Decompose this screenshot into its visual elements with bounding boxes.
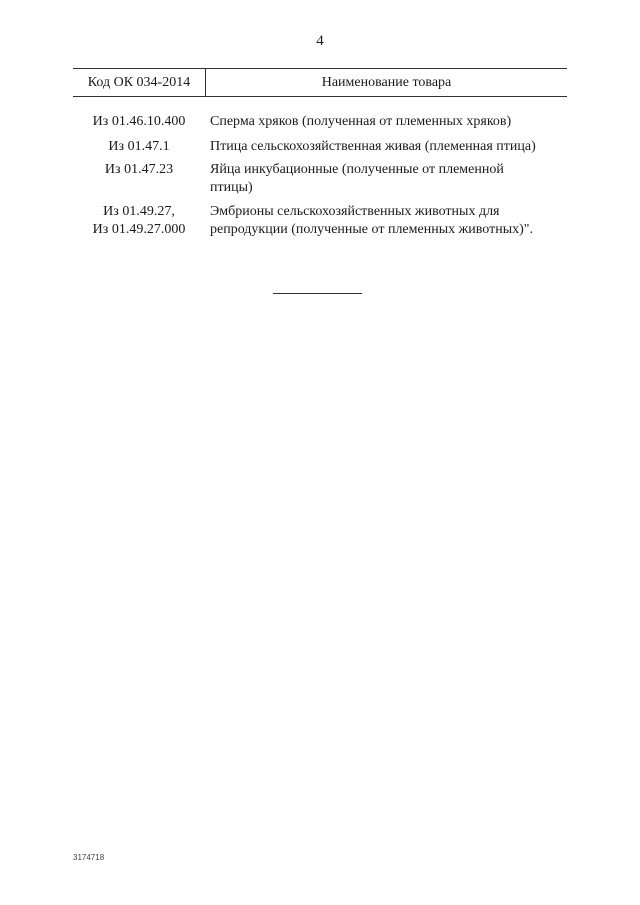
row-code-line: Из 01.47.23 (104, 162, 174, 177)
row-name-line: птицы) (210, 180, 253, 195)
row-code (73, 138, 205, 156)
row-name (210, 203, 565, 239)
end-separator-line (273, 293, 362, 294)
row-name-line: Яйца инкубационные (полученные от племенной (210, 162, 504, 177)
row-code-line: Из 01.46.10.400 (92, 114, 186, 129)
row-code-line: Из 01.49.27, (103, 204, 175, 219)
header-name: Наименование товара (321, 75, 452, 90)
row-code (73, 203, 205, 239)
row-name (210, 161, 565, 197)
row-name (210, 113, 565, 131)
row-name-line: репродукции (полученные от племенных животных)". (210, 222, 533, 237)
table-header (73, 68, 567, 97)
row-code-line: Из 01.49.27.000 (92, 222, 186, 237)
row-name-line: Птица сельскохозяйственная живая (племенная птица) (210, 139, 536, 154)
row-name-line: Эмбрионы сельскохозяйственных животных для (210, 204, 500, 219)
row-name (210, 138, 565, 156)
document-id: 3174718 (73, 853, 105, 862)
row-code (73, 113, 205, 131)
row-code (73, 161, 205, 179)
page-number: 4 (316, 33, 324, 49)
header-code: Код ОК 034-2014 (73, 69, 206, 96)
row-code-line: Из 01.47.1 (108, 139, 170, 154)
row-name-line: Сперма хряков (полученная от племенных хряков) (210, 114, 512, 129)
